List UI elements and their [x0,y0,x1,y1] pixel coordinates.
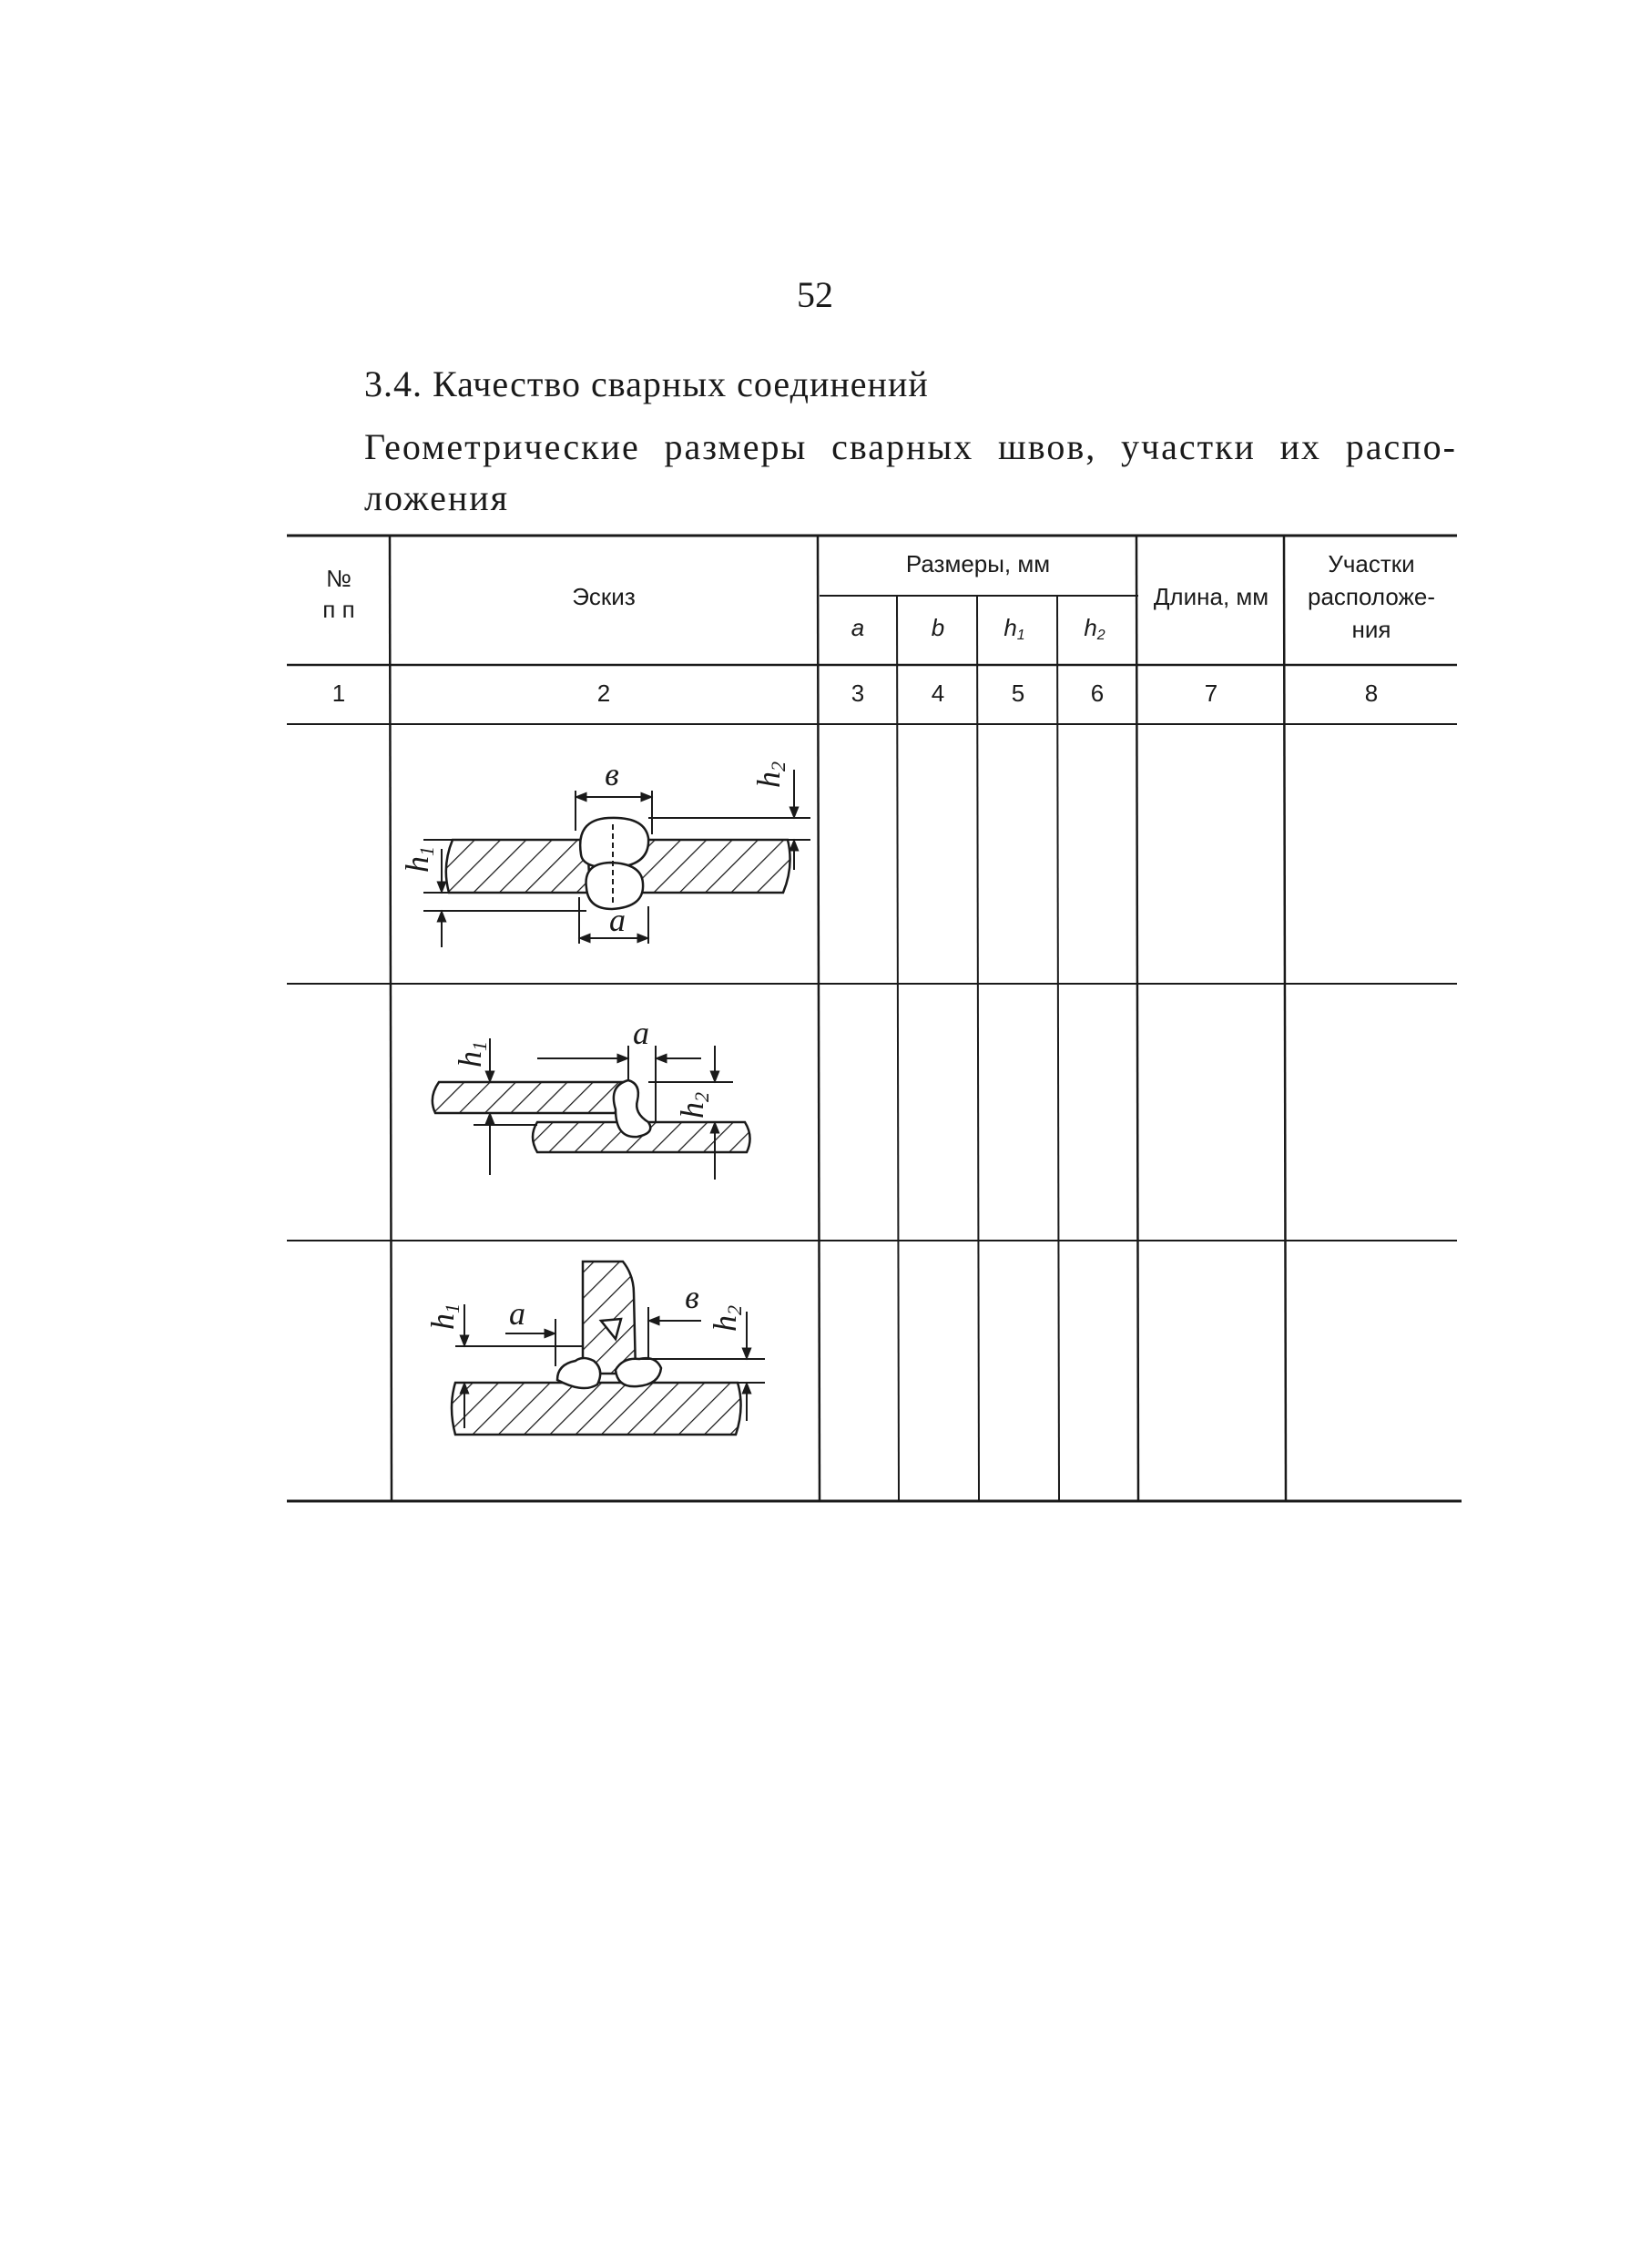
colnum-4: 4 [931,679,945,707]
col-divider-3 [897,596,899,1501]
colnum-1: 1 [331,679,346,707]
tee-joint-right-fillet [616,1358,661,1386]
header-length: Длина, мм [1153,583,1269,610]
butt-weld-b-label: в [605,756,619,792]
lap-joint-weld-bead [614,1080,650,1137]
tee-joint-b-label: в [685,1279,699,1315]
header-number-pp: п п [322,596,355,623]
colnum-8: 8 [1364,679,1379,707]
butt-weld-h1-label: h1 [399,846,438,873]
colnum-7: 7 [1204,679,1218,707]
col-divider-2 [818,536,820,1501]
header-location-1: Участки [1328,550,1415,577]
lap-joint-upper-plate [433,1082,628,1113]
butt-weld-h2-label: h2 [750,761,790,788]
colnum-2: 2 [596,679,611,707]
col-divider-6 [1136,536,1138,1501]
page-number: 52 [797,274,833,315]
tee-joint-h2-label: h2 [707,1305,746,1332]
table-caption-line-1: Геометрические размеры сварных швов, участки их распо- [364,426,1457,467]
header-number-sign: № [326,565,351,592]
tee-joint-base-plate [452,1383,741,1435]
header-location-2: расположе- [1307,583,1436,610]
sketch-tee-joint [452,1262,765,1435]
header-dim-h2: h2 [1084,614,1105,643]
butt-weld-right-plate [628,840,790,893]
lap-joint-a-label: a [633,1015,649,1051]
header-dim-h1: h1 [1003,614,1025,643]
section-title: 3.4. Качество сварных соединений [364,363,929,404]
colnum-3: 3 [851,679,865,707]
lap-joint-h1-label: h1 [452,1041,491,1068]
butt-weld-a-label: a [609,902,626,938]
header-dimensions: Размеры, мм [905,550,1051,577]
header-sketch: Эскиз [572,583,636,610]
tee-joint-vertical-plate [583,1262,636,1374]
lap-joint-h2-label: h2 [674,1092,713,1119]
butt-weld-left-plate [446,840,590,893]
colnum-6: 6 [1090,679,1105,707]
col-divider-4 [977,596,979,1501]
col-divider-7 [1284,536,1286,1501]
tee-joint-a-label: a [509,1295,525,1332]
header-dim-a: a [851,614,865,641]
col-divider-5 [1057,596,1059,1501]
col-divider-1 [390,536,392,1501]
header-location-3: ния [1351,616,1391,643]
colnum-5: 5 [1011,679,1025,707]
tee-joint-h1-label: h1 [424,1303,464,1330]
tee-joint-left-fillet [557,1358,600,1388]
table-grid [287,536,1462,1501]
butt-weld-top-bead [580,818,648,868]
table-caption-line-2: ложения [364,477,510,518]
header-dim-b: b [931,614,945,641]
